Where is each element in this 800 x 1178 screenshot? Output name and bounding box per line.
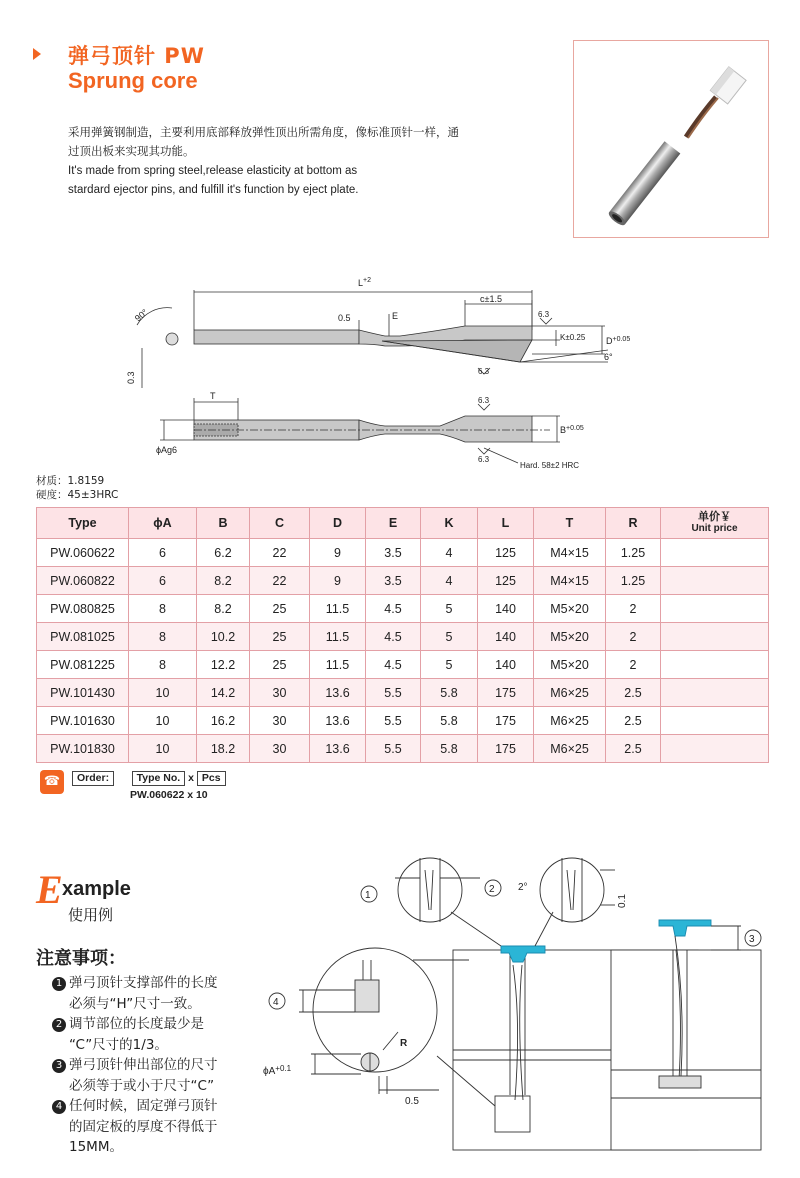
table-cell: 30 <box>250 735 310 763</box>
example-cn: 使用例 <box>68 906 114 924</box>
order-example: PW.060622 x 10 <box>130 789 208 801</box>
table-cell: 3.5 <box>366 539 421 567</box>
table-cell: 4.5 <box>366 651 421 679</box>
table-cell: 11.5 <box>310 623 366 651</box>
dim-6deg: 6° <box>604 352 613 362</box>
table-row <box>37 567 769 595</box>
table-cell: PW.080825 <box>37 595 129 623</box>
table-cell: 4 <box>421 539 478 567</box>
note-1: 1 弹弓顶针支撑部件的长度 <box>52 973 252 994</box>
dim-K: K±0.25 <box>560 333 586 342</box>
table-cell: 2 <box>606 595 661 623</box>
table-cell: 1.25 <box>606 567 661 595</box>
table-cell: 25 <box>250 623 310 651</box>
col-L: L <box>478 508 534 539</box>
table-cell: 5.8 <box>421 707 478 735</box>
dim-E: E <box>392 311 399 321</box>
dim-05: 0.5 <box>338 313 351 323</box>
table-cell: 13.6 <box>310 735 366 763</box>
dim-T: T <box>210 391 216 401</box>
table-cell: 8.2 <box>197 595 250 623</box>
table-header-row <box>37 508 769 539</box>
table-cell: 13.6 <box>310 707 366 735</box>
table-cell: 140 <box>478 623 534 651</box>
order-phone-icon: ☎ <box>40 770 64 794</box>
example-title: xample <box>62 878 131 900</box>
table-row <box>37 595 769 623</box>
col-phiA: ϕA <box>129 508 197 539</box>
table-cell: M5×20 <box>534 623 606 651</box>
product-photo <box>573 40 769 238</box>
dim-phiA: ϕAg6 <box>156 445 178 455</box>
desc-line-4: stardard ejector pins, and fulfill it's function by eject plate. <box>68 184 359 196</box>
table-cell: 16.2 <box>197 707 250 735</box>
dim-D: $D^{+0.05}$ <box>606 336 631 346</box>
material-info <box>36 474 118 502</box>
label-R: R <box>400 1038 408 1049</box>
table-cell: M5×20 <box>534 595 606 623</box>
table-cell: 30 <box>250 679 310 707</box>
table-cell: 2.5 <box>606 707 661 735</box>
col-T: T <box>534 508 606 539</box>
table-cell: 4.5 <box>366 623 421 651</box>
dim-c: c±1.5 <box>480 294 502 304</box>
order-format <box>72 771 226 801</box>
table-cell: 22 <box>250 567 310 595</box>
price-cell <box>661 595 769 623</box>
price-cell <box>661 567 769 595</box>
table-cell: 25 <box>250 595 310 623</box>
table-cell: 2.5 <box>606 735 661 763</box>
table-cell: 2 <box>606 623 661 651</box>
table-cell: M4×15 <box>534 539 606 567</box>
table-cell: 175 <box>478 707 534 735</box>
roughness-63-a: 6.3 <box>538 310 550 319</box>
desc-line-2: 过顶出板来实现其功能。 <box>68 146 195 158</box>
dim-03: 0.3 <box>126 371 136 384</box>
note-2: 2 调节部位的长度最少是 <box>52 1014 252 1035</box>
table-row <box>37 735 769 763</box>
order-pcs: Pcs <box>197 771 226 786</box>
label-2deg: 2° <box>518 882 528 893</box>
table-cell: PW.081025 <box>37 623 129 651</box>
table-cell: M5×20 <box>534 651 606 679</box>
table-row <box>37 651 769 679</box>
col-R: R <box>606 508 661 539</box>
table-cell: PW.060622 <box>37 539 129 567</box>
col-K: K <box>421 508 478 539</box>
price-cell <box>661 679 769 707</box>
table-cell: 10 <box>129 707 197 735</box>
table-row <box>37 539 769 567</box>
table-cell: 8.2 <box>197 567 250 595</box>
table-row <box>37 679 769 707</box>
table-cell: M6×25 <box>534 679 606 707</box>
roughness-63-d: 6.3 <box>478 455 490 464</box>
table-cell: 6 <box>129 567 197 595</box>
desc-line-1: 采用弹簧钢制造，主要利用底部释放弹性顶出所需角度，像标准顶针一样，通 <box>68 127 459 139</box>
label-phiA: $\phi A^{+0.1}$ <box>263 1064 292 1077</box>
table-cell: PW.060822 <box>37 567 129 595</box>
table-cell: PW.101430 <box>37 679 129 707</box>
table-cell: PW.101630 <box>37 707 129 735</box>
title-english: Sprung core <box>68 68 198 93</box>
table-cell: 18.2 <box>197 735 250 763</box>
example-diagram <box>255 850 780 1160</box>
table-cell: 8 <box>129 623 197 651</box>
table-cell: 5.5 <box>366 735 421 763</box>
table-cell: 140 <box>478 651 534 679</box>
table-cell: 11.5 <box>310 651 366 679</box>
note-3: 3 弹弓顶针伸出部位的尺寸 <box>52 1055 252 1076</box>
price-cell <box>661 735 769 763</box>
table-cell: 3.5 <box>366 567 421 595</box>
table-cell: 8 <box>129 651 197 679</box>
price-cell <box>661 623 769 651</box>
table-cell: 9 <box>310 567 366 595</box>
callout-2: 2 <box>489 884 495 895</box>
sprung-core-image <box>574 41 770 239</box>
table-cell: 2 <box>606 651 661 679</box>
dim-B: $B^{+0.05}$ <box>560 425 584 435</box>
table-cell: 8 <box>129 595 197 623</box>
price-en: Unit price <box>691 523 738 534</box>
price-cell <box>661 707 769 735</box>
table-cell: 11.5 <box>310 595 366 623</box>
table-cell: 6.2 <box>197 539 250 567</box>
example-initial: E <box>36 867 63 912</box>
table-cell: M6×25 <box>534 707 606 735</box>
note-4: 4 任何时候，固定弹弓顶针 <box>52 1096 252 1117</box>
dim-90deg: 90° <box>132 307 150 324</box>
table-cell: 12.2 <box>197 651 250 679</box>
table-cell: 125 <box>478 567 534 595</box>
price-cell <box>661 651 769 679</box>
table-cell: 10 <box>129 735 197 763</box>
table-cell: 5.8 <box>421 679 478 707</box>
roughness-63-b: 6.3 <box>478 367 490 376</box>
table-cell: 10 <box>129 679 197 707</box>
roughness-63-c: 6.3 <box>478 396 490 405</box>
table-row <box>37 623 769 651</box>
label-05: 0.5 <box>405 1096 419 1107</box>
table-cell: 9 <box>310 539 366 567</box>
notes-title: 注意事项： <box>36 948 126 969</box>
table-cell: PW.081225 <box>37 651 129 679</box>
notes-list: 1 弹弓顶针支撑部件的长度 必须与“H”尺寸一致。 2 调节部位的长度最少是 “C”尺寸的1/3。 3 弹弓顶针伸出部位的尺寸 必须等于或小于尺寸“C” 4 任何时候，固定弹弓顶针 的固定板的厚度不得低于 15MM。 <box>52 973 252 1158</box>
dim-L: $L^{+2}$ <box>358 277 371 288</box>
label-01: 0.1 <box>617 894 628 908</box>
order-type-no: Type No. <box>132 771 186 786</box>
col-E: E <box>366 508 421 539</box>
table-cell: M4×15 <box>534 567 606 595</box>
product-description <box>68 124 518 200</box>
table-cell: M6×25 <box>534 735 606 763</box>
table-cell: 1.25 <box>606 539 661 567</box>
table-cell: 5.5 <box>366 679 421 707</box>
table-cell: 22 <box>250 539 310 567</box>
table-cell: 5 <box>421 623 478 651</box>
table-cell: 14.2 <box>197 679 250 707</box>
table-cell: 140 <box>478 595 534 623</box>
table-cell: 10.2 <box>197 623 250 651</box>
table-row <box>37 707 769 735</box>
hardness-line: 硬度：45±3HRC <box>36 489 119 501</box>
table-cell: 125 <box>478 539 534 567</box>
desc-line-3: It's made from spring steel,release elasticity at bottom as <box>68 165 358 177</box>
price-cn: 单价￥ <box>698 511 731 523</box>
material-line: 材质：1.8159 <box>36 475 105 487</box>
table-cell: 5.8 <box>421 735 478 763</box>
table-cell: 25 <box>250 651 310 679</box>
title-arrow-icon <box>33 48 41 60</box>
callout-1: 1 <box>365 890 371 901</box>
table-cell: 5 <box>421 595 478 623</box>
table-cell: 30 <box>250 707 310 735</box>
table-cell: 5 <box>421 651 478 679</box>
price-cell <box>661 539 769 567</box>
table-cell: PW.101830 <box>37 735 129 763</box>
col-type: Type <box>37 508 129 539</box>
order-label: Order: <box>72 771 114 786</box>
col-D: D <box>310 508 366 539</box>
table-cell: 175 <box>478 679 534 707</box>
table-cell: 175 <box>478 735 534 763</box>
order-x: x <box>188 772 194 784</box>
table-cell: 6 <box>129 539 197 567</box>
callout-4: 4 <box>273 997 279 1008</box>
callout-3: 3 <box>749 934 755 945</box>
table-cell: 5.5 <box>366 707 421 735</box>
hardness-note: Hard. 58±2 HRC <box>520 461 580 470</box>
title-chinese: 弹弓顶针 PW <box>68 44 205 68</box>
table-cell: 4.5 <box>366 595 421 623</box>
col-price <box>661 508 769 539</box>
table-cell: 2.5 <box>606 679 661 707</box>
spec-table <box>36 507 769 763</box>
col-B: B <box>197 508 250 539</box>
table-cell: 4 <box>421 567 478 595</box>
col-C: C <box>250 508 310 539</box>
table-cell: 13.6 <box>310 679 366 707</box>
technical-drawing <box>120 270 660 475</box>
